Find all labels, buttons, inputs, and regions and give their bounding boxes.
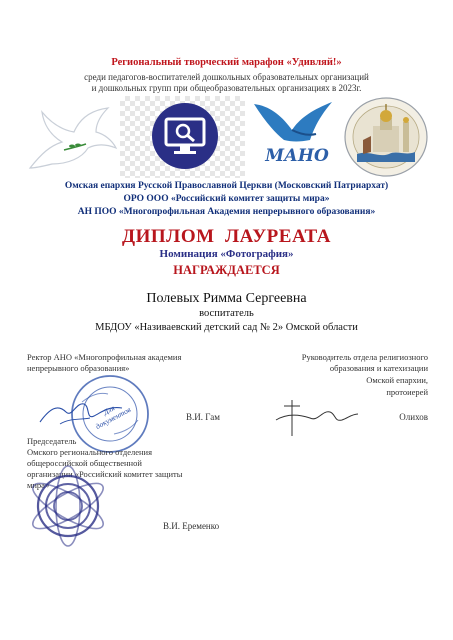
diploma-title: ДИПЛОМ ЛАУРЕАТА [122, 226, 331, 247]
right-signature-scribble [270, 396, 360, 440]
awarded-label: НАГРАЖДАЕТСЯ [173, 263, 280, 277]
org-line-1: Омская епархия Русской Православной Церкви (Московский Патриархат) [64, 181, 389, 191]
subtitle-line-2: и дошкольных групп при общеобразовательных организациях в 2023г. [91, 83, 362, 93]
chair-title-4: организации «Российский комитет защиты [27, 469, 183, 479]
right-signer-title-4: протоиерей [386, 387, 428, 397]
church-seal-icon [343, 96, 429, 178]
right-signer-title-1: Руководитель отдела религиозного [301, 352, 428, 362]
right-signer-title-3: Омской епархии, [366, 375, 428, 385]
right-signer-title-2: образования и катехизации [329, 363, 428, 373]
chair-title-5: мира» [27, 480, 50, 490]
right-signer-name: Олихов [399, 412, 428, 422]
chair-title-1: Председатель [27, 436, 77, 446]
mano-label: МАНО [265, 146, 329, 166]
recipient-name: Полевых Римма Сергеевна [146, 291, 307, 306]
marathon-title: Региональный творческий марафон «Удивляй!» [111, 57, 342, 68]
peace-emblem-icon [18, 462, 118, 552]
chair-title-3: общероссийской общественной [27, 458, 142, 468]
chair-title-2: Омского регионального отделения [27, 447, 153, 457]
subtitle-line-1: среди педагогов-воспитателей дошкольных образовательных организаций [84, 72, 369, 82]
monitor-search-icon [150, 101, 220, 171]
left-signer-name: В.И. Гам [186, 412, 220, 422]
nomination: Номинация «Фотография» [159, 248, 294, 260]
stamp-text: Для документов [94, 403, 133, 431]
dove-icon [22, 98, 122, 173]
chair-name: В.И. Еременко [163, 521, 220, 531]
org-line-3: АН ПОО «Многопрофильная Академия непрерывного образования» [77, 207, 376, 217]
recipient-role: воспитатель [199, 308, 254, 319]
left-signature-scribble [36, 394, 126, 430]
org-line-2: ОРО ООО «Российский комитет защиты мира» [123, 194, 330, 204]
recipient-institution: МБДОУ «Називаевский детский сад № 2» Омской области [95, 322, 358, 333]
left-signer-title-1: Ректор АНО «Многопрофильная академия [27, 352, 182, 362]
left-signer-title-2: непрерывного образования» [27, 363, 130, 373]
